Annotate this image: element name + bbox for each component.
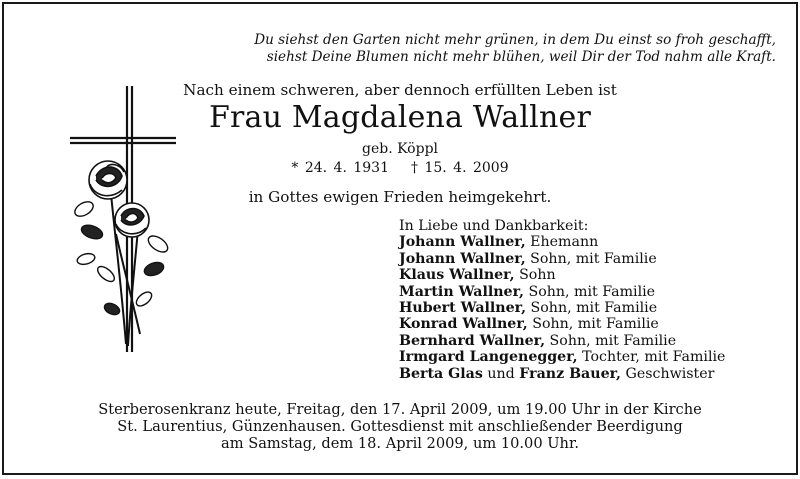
mourner-name: Hubert Wallner, (399, 300, 527, 317)
mourner-row (399, 267, 794, 283)
intro-text: Nach einem schweren, aber dennoch erfüllten Leben ist (183, 81, 617, 99)
birth-date: * 24. 4. 1931 (291, 160, 389, 176)
mourner-relation: Sohn (514, 267, 556, 284)
birth-name: geb. Köppl (361, 141, 439, 157)
service-info (4, 401, 796, 452)
deceased-name: Frau Magdalena Wallner (208, 100, 591, 135)
mourner-row (399, 284, 794, 300)
mourner-row (399, 300, 794, 316)
death-date: † 15. 4. 2009 (411, 160, 509, 176)
poem-line-2: siehst Deine Blumen nicht mehr blühen, weil Dir der Tod nahm alle Kraft. (266, 49, 776, 65)
mourner-name: Bernhard Wallner, (399, 332, 546, 349)
mourner-name: Martin Wallner, (399, 283, 524, 300)
mourners-block (399, 218, 794, 382)
mourner-row-siblings (399, 366, 794, 382)
mourner-relation: Sohn, mit Familie (527, 316, 659, 333)
mourner-row (399, 316, 794, 332)
mourner-row (399, 251, 794, 267)
mourner-relation: Sohn, mit Familie (523, 283, 656, 300)
mourner-row (399, 234, 794, 250)
cross-with-roses-icon (66, 84, 176, 359)
mourner-name: Klaus Wallner, (399, 267, 515, 284)
mourner-name: Johann Wallner, (399, 234, 526, 251)
mourners-heading: In Liebe und Dankbarkeit: (399, 218, 589, 234)
service-line-1: Sterberosenkranz heute, Freitag, den 17. April 2009, um 19.00 Uhr in der Kirche (98, 401, 702, 418)
mourner-name: Johann Wallner, (399, 250, 526, 267)
service-line-3: am Samstag, dem 18. April 2009, um 10.00 Uhr. (221, 435, 579, 452)
mourner-row (399, 349, 794, 365)
mourner-connector: und (482, 365, 520, 382)
mourner-relation: Sohn, mit Familie (525, 250, 657, 267)
obituary-card (2, 2, 798, 475)
mourner-name: Franz Bauer, (519, 365, 621, 382)
service-line-2: St. Laurentius, Günzenhausen. Gottesdienst mit anschließender Beerdigung (117, 418, 683, 435)
poem-line-1: Du siehst den Garten nicht mehr grünen, in dem Du einst so froh geschafft, (254, 32, 776, 48)
mourner-relation: Sohn, mit Familie (526, 300, 658, 317)
mourner-name: Berta Glas (399, 365, 483, 382)
peace-line: in Gottes ewigen Frieden heimgekehrt. (248, 188, 552, 206)
poem (154, 32, 776, 66)
mourner-name: Irmgard Langenegger, (399, 349, 578, 366)
mourner-relation: Geschwister (620, 365, 715, 382)
mourner-relation: Ehemann (525, 234, 599, 251)
mourner-relation: Sohn, mit Familie (545, 332, 677, 349)
mourner-row (399, 333, 794, 349)
mourner-relation: Tochter, mit Familie (577, 349, 726, 366)
mourner-name: Konrad Wallner, (399, 316, 528, 333)
